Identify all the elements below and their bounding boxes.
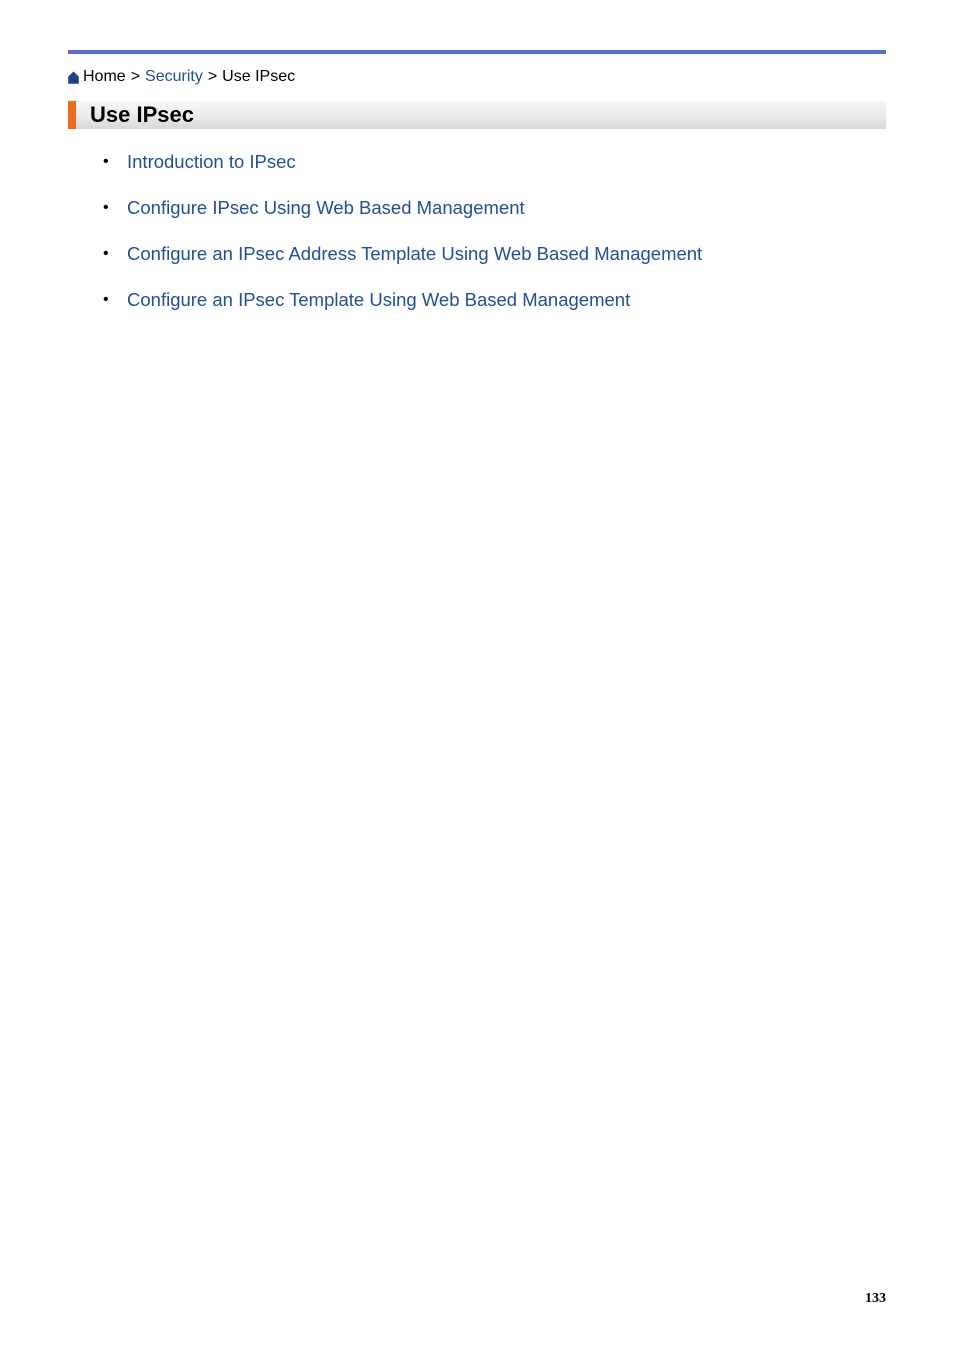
page-number: 133 bbox=[865, 1291, 886, 1306]
title-accent bbox=[68, 101, 76, 129]
bullet: • bbox=[103, 291, 109, 308]
link-configure-ipsec-address-template[interactable]: Configure an IPsec Address Template Using Web Based Management bbox=[127, 243, 703, 264]
bullet: • bbox=[103, 199, 109, 216]
breadcrumb-separator: > bbox=[207, 68, 218, 85]
link-configure-ipsec-template[interactable]: Configure an IPsec Template Using Web Based Management bbox=[127, 289, 631, 310]
home-icon[interactable] bbox=[68, 71, 79, 84]
link-configure-ipsec-web[interactable]: Configure IPsec Using Web Based Management bbox=[127, 197, 525, 218]
breadcrumb-security-link[interactable]: Security bbox=[145, 68, 203, 85]
breadcrumb bbox=[68, 67, 295, 87]
title-bar bbox=[68, 101, 886, 129]
bullet: • bbox=[103, 245, 109, 262]
bullet: • bbox=[103, 153, 109, 170]
breadcrumb-home[interactable]: Home bbox=[83, 68, 126, 85]
breadcrumb-separator: > bbox=[130, 68, 141, 85]
breadcrumb-current: Use IPsec bbox=[222, 68, 296, 85]
page-title: Use IPsec bbox=[90, 102, 194, 127]
link-introduction-to-ipsec[interactable]: Introduction to IPsec bbox=[127, 151, 296, 172]
top-rule bbox=[68, 50, 886, 54]
